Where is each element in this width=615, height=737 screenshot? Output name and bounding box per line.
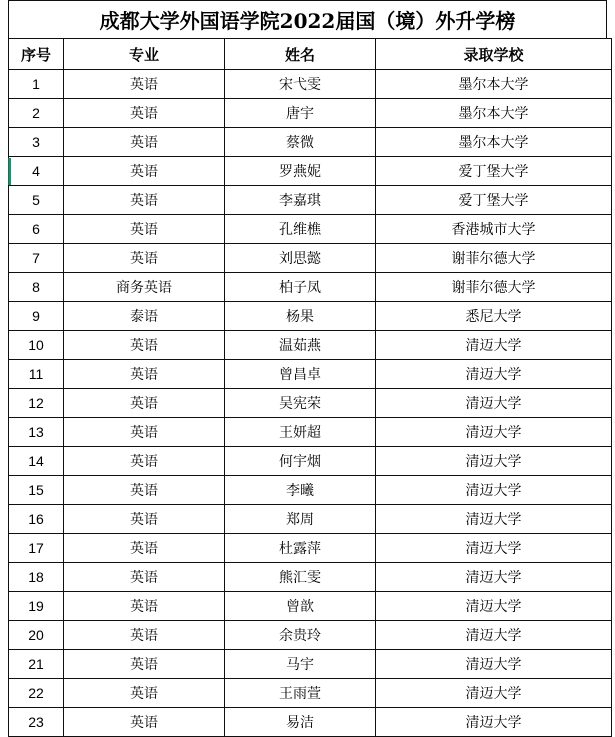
- cell-major[interactable]: 英语: [64, 447, 225, 476]
- cell-major[interactable]: 英语: [64, 157, 225, 186]
- cell-school[interactable]: 清迈大学: [376, 708, 612, 737]
- cell-school[interactable]: 谢菲尔德大学: [376, 244, 612, 273]
- table-row[interactable]: [9, 389, 612, 418]
- page-title: 成都大学外国语学院2022届国（境）外升学榜: [99, 9, 516, 33]
- cell-school[interactable]: 悉尼大学: [376, 302, 612, 331]
- cell-school[interactable]: 清迈大学: [376, 389, 612, 418]
- column-header-school: 录取学校: [376, 39, 612, 70]
- cell-major[interactable]: 英语: [64, 708, 225, 737]
- cell-no[interactable]: 12: [9, 389, 64, 418]
- cell-name[interactable]: 唐宇: [225, 99, 376, 128]
- cell-name[interactable]: 温茹燕: [225, 331, 376, 360]
- table-row[interactable]: [9, 563, 612, 592]
- column-header-name: 姓名: [225, 39, 376, 70]
- cell-no[interactable]: 22: [9, 679, 64, 708]
- cell-major[interactable]: 英语: [64, 534, 225, 563]
- table-row[interactable]: [9, 592, 612, 621]
- cell-major[interactable]: 英语: [64, 331, 225, 360]
- cell-major[interactable]: 英语: [64, 505, 225, 534]
- table-row[interactable]: [9, 186, 612, 215]
- table-body: [9, 70, 612, 737]
- cell-name[interactable]: 孔维樵: [225, 215, 376, 244]
- table-row[interactable]: [9, 128, 612, 157]
- cell-school[interactable]: 谢菲尔德大学: [376, 273, 612, 302]
- cell-no[interactable]: 21: [9, 650, 64, 679]
- cell-no[interactable]: 1: [9, 70, 64, 99]
- cell-name[interactable]: 王雨萱: [225, 679, 376, 708]
- cell-school[interactable]: 清迈大学: [376, 621, 612, 650]
- cell-school[interactable]: 香港城市大学: [376, 215, 612, 244]
- cell-major[interactable]: 英语: [64, 99, 225, 128]
- table-row[interactable]: [9, 476, 612, 505]
- cell-no[interactable]: 8: [9, 273, 64, 302]
- cell-school[interactable]: 爱丁堡大学: [376, 157, 612, 186]
- table-row[interactable]: [9, 215, 612, 244]
- table-row[interactable]: [9, 534, 612, 563]
- cell-name[interactable]: 熊汇雯: [225, 563, 376, 592]
- table-row[interactable]: [9, 157, 612, 186]
- cell-name[interactable]: 郑周: [225, 505, 376, 534]
- cell-no[interactable]: 2: [9, 99, 64, 128]
- column-header-no: 序号: [9, 39, 64, 70]
- cell-major[interactable]: 英语: [64, 215, 225, 244]
- table-row[interactable]: [9, 621, 612, 650]
- cell-school[interactable]: 清迈大学: [376, 476, 612, 505]
- cell-school[interactable]: 墨尔本大学: [376, 128, 612, 157]
- cell-no[interactable]: 15: [9, 476, 64, 505]
- cell-name[interactable]: 柏子凤: [225, 273, 376, 302]
- cell-name[interactable]: 蔡微: [225, 128, 376, 157]
- cell-major[interactable]: 英语: [64, 128, 225, 157]
- cell-name[interactable]: 马宇: [225, 650, 376, 679]
- cell-name[interactable]: 杨果: [225, 302, 376, 331]
- cell-name[interactable]: 吴宪荣: [225, 389, 376, 418]
- document-title-row: [8, 0, 607, 38]
- cell-name[interactable]: 曾昌卓: [225, 360, 376, 389]
- table-row[interactable]: [9, 505, 612, 534]
- cell-name[interactable]: 王妍超: [225, 418, 376, 447]
- cell-no[interactable]: 17: [9, 534, 64, 563]
- column-header-major: 专业: [64, 39, 225, 70]
- table-row[interactable]: [9, 331, 612, 360]
- table-row[interactable]: [9, 273, 612, 302]
- cell-name[interactable]: 李嘉琪: [225, 186, 376, 215]
- admission-table: [8, 38, 612, 737]
- cell-major[interactable]: 泰语: [64, 302, 225, 331]
- cell-school[interactable]: 爱丁堡大学: [376, 186, 612, 215]
- cell-major[interactable]: 英语: [64, 244, 225, 273]
- cell-no[interactable]: 18: [9, 563, 64, 592]
- cell-no[interactable]: 11: [9, 360, 64, 389]
- cell-no[interactable]: 19: [9, 592, 64, 621]
- cell-no[interactable]: 4: [9, 157, 64, 186]
- cell-school[interactable]: 清迈大学: [376, 505, 612, 534]
- table-row[interactable]: [9, 650, 612, 679]
- cell-school[interactable]: 清迈大学: [376, 592, 612, 621]
- cell-major[interactable]: 英语: [64, 621, 225, 650]
- cell-name[interactable]: 何宇烟: [225, 447, 376, 476]
- table-row[interactable]: [9, 99, 612, 128]
- table-header: [9, 39, 612, 70]
- cell-major[interactable]: 英语: [64, 563, 225, 592]
- cell-no[interactable]: 23: [9, 708, 64, 737]
- cell-no[interactable]: 3: [9, 128, 64, 157]
- cell-name[interactable]: 曾歆: [225, 592, 376, 621]
- cell-major[interactable]: 英语: [64, 592, 225, 621]
- cell-major[interactable]: 英语: [64, 679, 225, 708]
- table-row[interactable]: [9, 70, 612, 99]
- cell-no[interactable]: 20: [9, 621, 64, 650]
- cell-school[interactable]: 清迈大学: [376, 418, 612, 447]
- cell-major[interactable]: 英语: [64, 476, 225, 505]
- table-header-row: [9, 39, 612, 70]
- cell-name[interactable]: 宋弋雯: [225, 70, 376, 99]
- cell-major[interactable]: 英语: [64, 418, 225, 447]
- cell-name[interactable]: 易洁: [225, 708, 376, 737]
- cell-school[interactable]: 清迈大学: [376, 650, 612, 679]
- table-row[interactable]: [9, 679, 612, 708]
- cell-school[interactable]: 清迈大学: [376, 360, 612, 389]
- table-row[interactable]: [9, 302, 612, 331]
- cell-school[interactable]: 清迈大学: [376, 534, 612, 563]
- table-row[interactable]: [9, 708, 612, 737]
- cell-no[interactable]: 6: [9, 215, 64, 244]
- cell-name[interactable]: 刘思懿: [225, 244, 376, 273]
- table-row[interactable]: [9, 418, 612, 447]
- row-selection-marker: [8, 158, 11, 185]
- cell-major[interactable]: 英语: [64, 70, 225, 99]
- cell-name[interactable]: 罗燕妮: [225, 157, 376, 186]
- table-row[interactable]: [9, 360, 612, 389]
- cell-no[interactable]: 5: [9, 186, 64, 215]
- cell-school[interactable]: 墨尔本大学: [376, 99, 612, 128]
- cell-school[interactable]: 清迈大学: [376, 331, 612, 360]
- cell-major[interactable]: 英语: [64, 650, 225, 679]
- cell-name[interactable]: 李曦: [225, 476, 376, 505]
- cell-no[interactable]: 16: [9, 505, 64, 534]
- cell-no[interactable]: 7: [9, 244, 64, 273]
- cell-no[interactable]: 14: [9, 447, 64, 476]
- table-row[interactable]: [9, 244, 612, 273]
- cell-major[interactable]: 英语: [64, 360, 225, 389]
- cell-no[interactable]: 9: [9, 302, 64, 331]
- cell-major[interactable]: 英语: [64, 389, 225, 418]
- cell-school[interactable]: 清迈大学: [376, 679, 612, 708]
- cell-school[interactable]: 清迈大学: [376, 447, 612, 476]
- cell-name[interactable]: 杜露萍: [225, 534, 376, 563]
- cell-major[interactable]: 英语: [64, 186, 225, 215]
- table-row[interactable]: [9, 447, 612, 476]
- cell-school[interactable]: 墨尔本大学: [376, 70, 612, 99]
- cell-major[interactable]: 商务英语: [64, 273, 225, 302]
- cell-no[interactable]: 13: [9, 418, 64, 447]
- cell-school[interactable]: 清迈大学: [376, 563, 612, 592]
- cell-no[interactable]: 10: [9, 331, 64, 360]
- cell-name[interactable]: 余贵玲: [225, 621, 376, 650]
